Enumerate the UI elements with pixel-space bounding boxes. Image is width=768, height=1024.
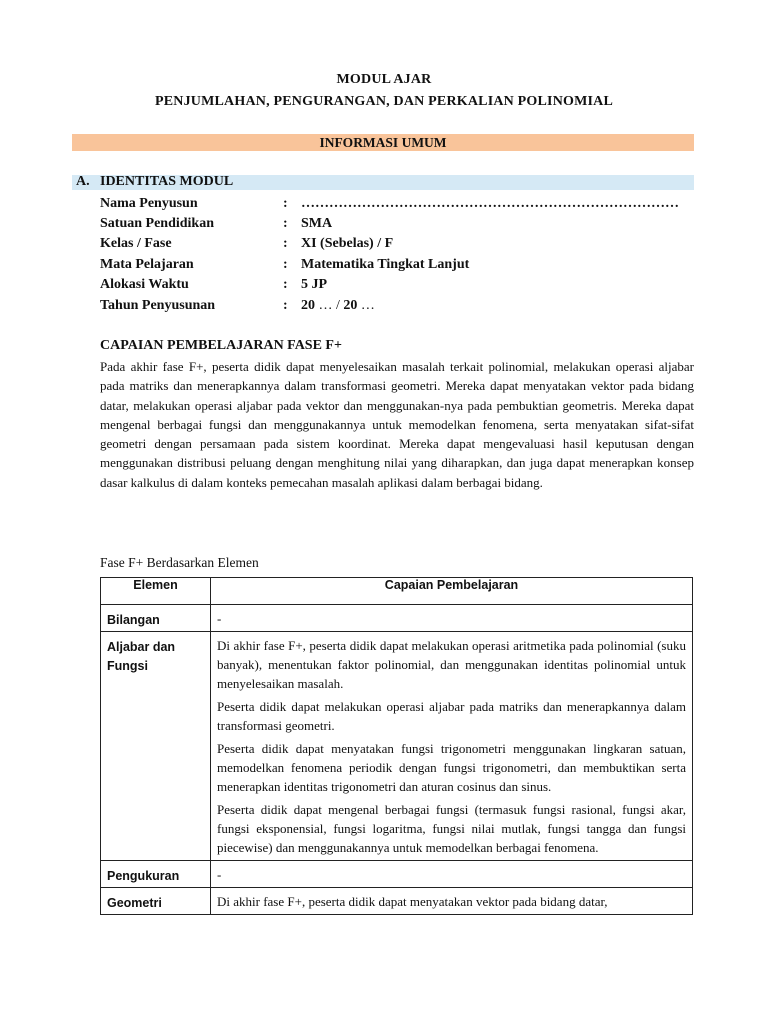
capaian-cell bbox=[211, 888, 693, 915]
capaian-text: - bbox=[217, 611, 222, 626]
table-row bbox=[101, 861, 693, 888]
year-sep: … / bbox=[315, 298, 344, 313]
identitas-colon: : bbox=[283, 216, 288, 231]
identitas-row-tahun-penyusunan bbox=[100, 298, 694, 318]
identitas-label: Tahun Penyusunan bbox=[100, 298, 216, 313]
table-row bbox=[101, 632, 693, 861]
table-header-row bbox=[101, 578, 693, 605]
elemen-cell: Bilangan bbox=[101, 605, 211, 632]
identitas-colon: : bbox=[283, 236, 288, 251]
capaian-text: Peserta didik dapat menyatakan fungsi trigonometri menggunakan lingkaran satuan, memodelkan fenomena periodik dengan fungsi trigonometri, dan membuktikan serta menerapkan identitas trigonometri dan aturan cosinus dan sinus. bbox=[217, 741, 686, 794]
section-band-informasi-umum: INFORMASI UMUM bbox=[72, 134, 694, 151]
document-title: MODUL AJAR bbox=[336, 72, 432, 87]
elemen-table bbox=[100, 577, 693, 915]
identitas-row-nama-penyusun bbox=[100, 196, 694, 216]
year-start: 20 bbox=[301, 298, 315, 313]
capaian-paragraph: Pada akhir fase F+, peserta didik dapat menyelesaikan masalah terkait polinomial, melakukan operasi aljabar pada matriks dan menerapkannya dalam transformasi geometri. Mereka dapat menyatakan vektor pada bidang datar, melakukan operasi aljabar pada vektor dan menggunakan-nya pada pembuktian geometris. Mereka dapat mengenal berbagai fungsi dan menggunakannya untuk memodelkan fenomena, serta menyatakan sifat-sifat geometri dengan persamaan pada sistem koordinat. Mereka dapat mengevaluasi hasil keputusan dengan menggunakan distribusi peluang dengan menghitung nilai yang diharapkan, dan juga dapat menerapkan konsep dasar kalkulus di dalam konteks pemecahan masalah aplikasi dalam berbagai bidang. bbox=[100, 359, 694, 490]
identitas-label: Nama Penyusun bbox=[100, 196, 198, 211]
identitas-label: Satuan Pendidikan bbox=[100, 216, 214, 231]
identitas-colon: : bbox=[283, 196, 288, 211]
identitas-value: SMA bbox=[301, 216, 333, 231]
elemen-cell: Pengukuran bbox=[101, 861, 211, 888]
section-letter: A. bbox=[76, 174, 90, 189]
capaian-text: Di akhir fase F+, peserta didik dapat menyatakan vektor pada bidang datar, bbox=[217, 894, 608, 909]
identitas-value: Matematika Tingkat Lanjut bbox=[301, 257, 470, 272]
identitas-colon: : bbox=[283, 298, 288, 313]
capaian-text: - bbox=[217, 867, 222, 882]
header-capaian: Capaian Pembelajaran bbox=[211, 578, 693, 605]
elemen-cell: Aljabar dan Fungsi bbox=[101, 632, 211, 861]
year-dots: … bbox=[357, 298, 375, 313]
section-title-identitas-modul: IDENTITAS MODUL bbox=[100, 174, 234, 189]
identitas-row-alokasi-waktu bbox=[100, 277, 694, 297]
identitas-label: Alokasi Waktu bbox=[100, 277, 189, 292]
capaian-text: Peserta didik dapat mengenal berbagai fungsi (termasuk fungsi rasional, fungsi akar, fungsi eksponensial, fungsi logaritma, fungsi nilai mutlak, fungsi tangga dan fungsi piecewise) dan menggunakannya untuk memodelkan berbagai fenomena. bbox=[217, 802, 686, 855]
identitas-value: ……………………………………………………………………… bbox=[301, 196, 679, 211]
capaian-text: Di akhir fase F+, peserta didik dapat melakukan operasi aritmetika pada polinomial (suku banyak), menentukan faktor polinomial, dan menggunakan identitas polinomial untuk menyelesaikan masalah. bbox=[217, 638, 686, 691]
identitas-label: Mata Pelajaran bbox=[100, 257, 194, 272]
identitas-label: Kelas / Fase bbox=[100, 236, 172, 251]
capaian-title: CAPAIAN PEMBELAJARAN FASE F+ bbox=[100, 338, 342, 353]
year-end: 20 bbox=[343, 298, 358, 313]
capaian-cell bbox=[211, 605, 693, 632]
elemen-cell: Geometri bbox=[101, 888, 211, 915]
identitas-value bbox=[301, 298, 375, 314]
identitas-value: XI (Sebelas) / F bbox=[301, 236, 394, 251]
capaian-cell bbox=[211, 861, 693, 888]
table-caption: Fase F+ Berdasarkan Elemen bbox=[100, 555, 259, 570]
table-row bbox=[101, 605, 693, 632]
header-elemen: Elemen bbox=[101, 578, 211, 605]
identitas-row-mata-pelajaran bbox=[100, 257, 694, 277]
identitas-colon: : bbox=[283, 277, 288, 292]
capaian-text: Peserta didik dapat melakukan operasi aljabar pada matriks dan menerapkannya dalam transformasi geometri. bbox=[217, 699, 686, 733]
identitas-row-satuan-pendidikan bbox=[100, 216, 694, 236]
identitas-value: 5 JP bbox=[301, 277, 328, 292]
identitas-row-kelas-fase bbox=[100, 236, 694, 256]
document-subtitle: PENJUMLAHAN, PENGURANGAN, DAN PERKALIAN POLINOMIAL bbox=[155, 94, 613, 109]
identitas-colon: : bbox=[283, 257, 288, 272]
table-row bbox=[101, 888, 693, 915]
capaian-cell bbox=[211, 632, 693, 861]
